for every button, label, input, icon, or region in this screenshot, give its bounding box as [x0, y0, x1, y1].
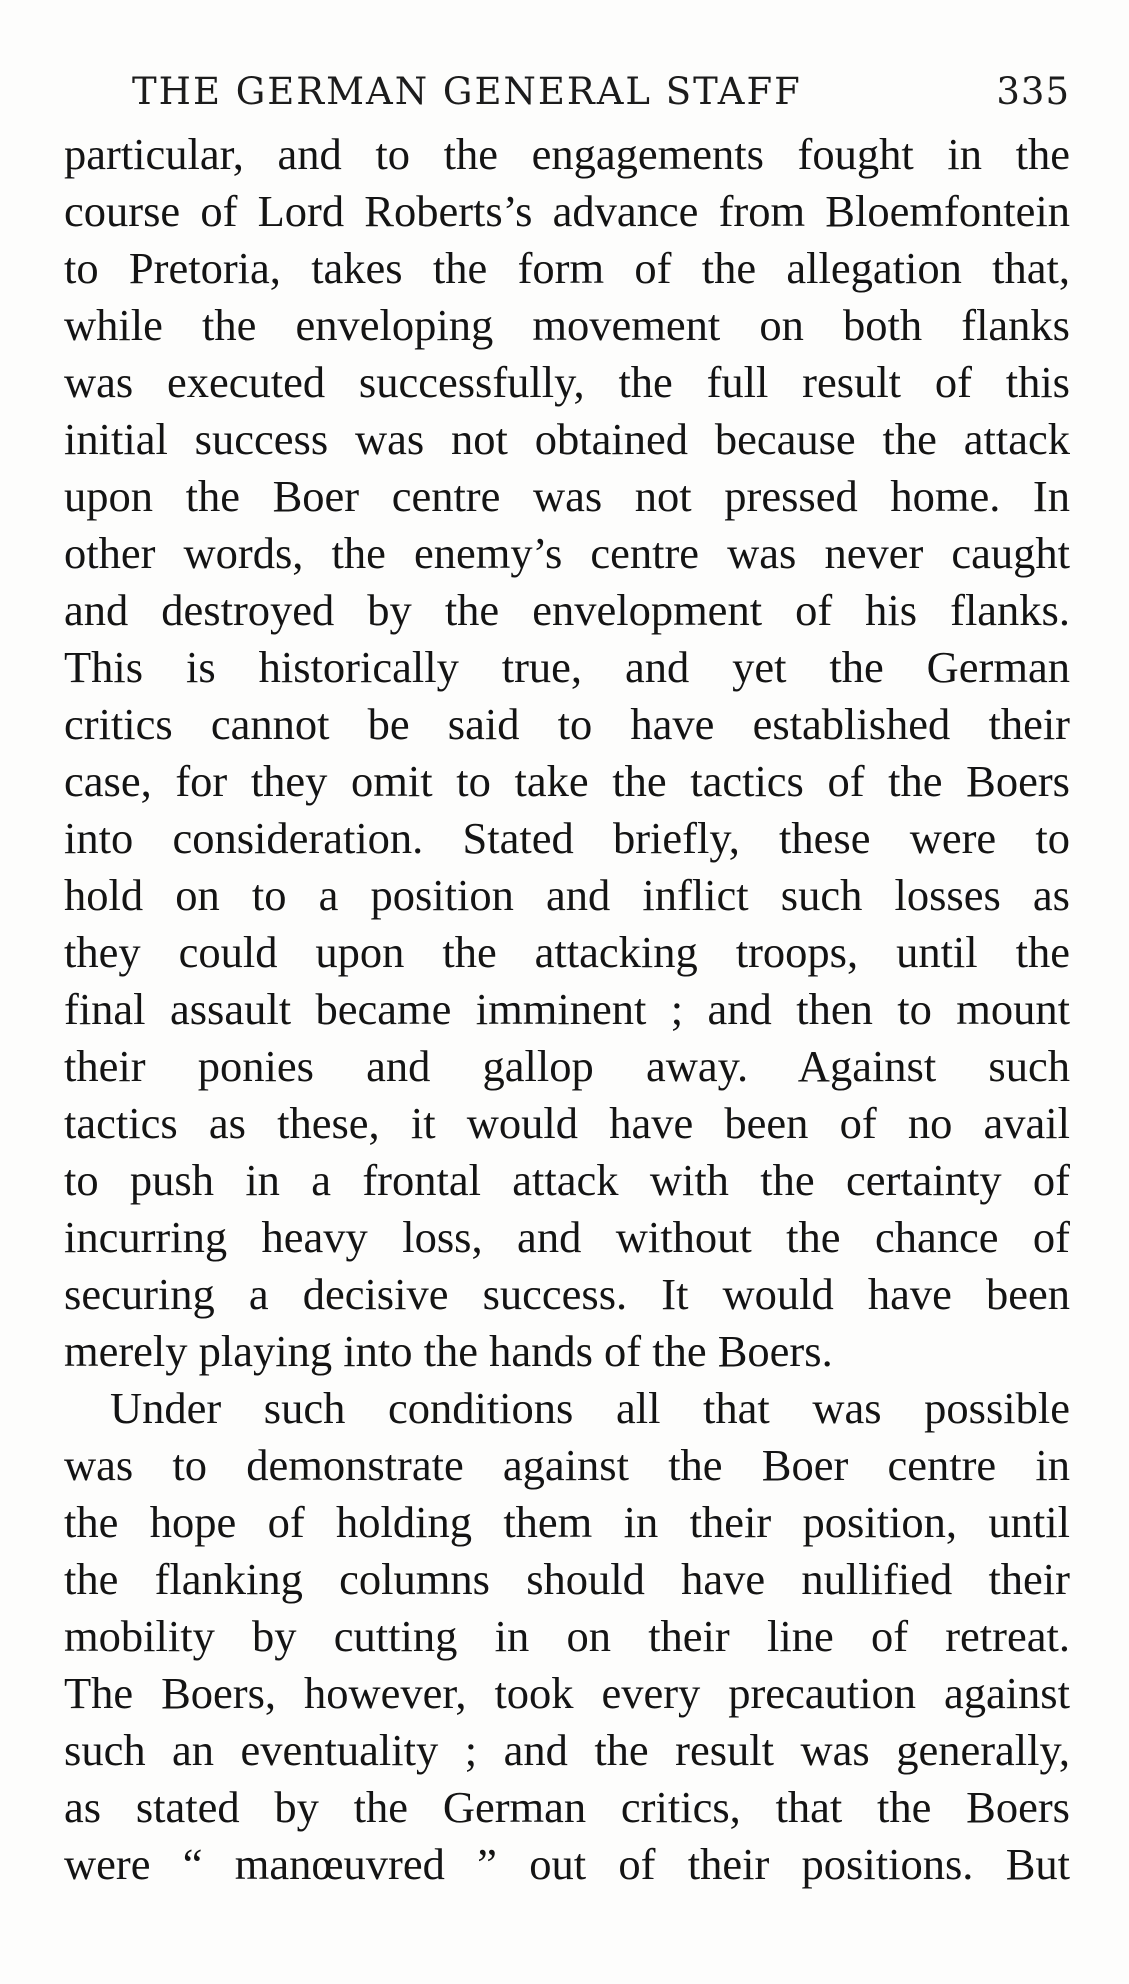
- text-line: to push in a frontal attack with the certainty of: [64, 1155, 1070, 1205]
- text-line: initial success was not obtained because the attack: [64, 414, 1070, 464]
- text-line: hold on to a position and inflict such losses as: [64, 870, 1070, 920]
- text-line: The Boers, however, took every precaution against: [64, 1668, 1070, 1718]
- text-line: was executed successfully, the full result of this: [64, 357, 1070, 407]
- text-line: to Pretoria, takes the form of the allegation that,: [64, 243, 1070, 293]
- text-line: particular, and to the engagements fought in the: [64, 129, 1070, 179]
- text-line: securing a decisive success. It would have been: [64, 1269, 1070, 1319]
- text-line: final assault became imminent ; and then to mount: [64, 984, 1070, 1034]
- page-number: 335: [996, 70, 1070, 113]
- text-line: the flanking columns should have nullified their: [64, 1554, 1070, 1604]
- text-line: into consideration. Stated briefly, these were to: [64, 813, 1070, 863]
- text-line: merely playing into the hands of the Boers.: [64, 1326, 833, 1376]
- text-line: upon the Boer centre was not pressed home. In: [64, 471, 1070, 521]
- text-line: such an eventuality ; and the result was generally,: [64, 1725, 1070, 1775]
- text-line: critics cannot be said to have established their: [64, 699, 1070, 749]
- text-line: was to demonstrate against the Boer centre in: [64, 1440, 1070, 1490]
- text-line: the hope of holding them in their position, until: [64, 1497, 1070, 1547]
- text-line: incurring heavy loss, and without the chance of: [64, 1212, 1070, 1262]
- text-line: while the enveloping movement on both flanks: [64, 300, 1070, 350]
- text-line: and destroyed by the envelopment of his flanks.: [64, 585, 1070, 635]
- paragraph-2: [64, 1380, 1070, 1893]
- text-line: case, for they omit to take the tactics of the Boers: [64, 756, 1070, 806]
- text-line: course of Lord Roberts’s advance from Bloemfontein: [64, 186, 1070, 236]
- text-line: they could upon the attacking troops, until the: [64, 927, 1070, 977]
- paragraph-1: [64, 126, 1070, 1380]
- text-line: mobility by cutting in on their line of retreat.: [64, 1611, 1070, 1661]
- text-line: Under such conditions all that was possible: [110, 1383, 1070, 1433]
- text-line: other words, the enemy’s centre was never caught: [64, 528, 1070, 578]
- running-head-title: THE GERMAN GENERAL STAFF: [132, 70, 802, 113]
- text-line: their ponies and gallop away. Against such: [64, 1041, 1070, 1091]
- text-line: This is historically true, and yet the German: [64, 642, 1070, 692]
- body-text: [64, 126, 1070, 1893]
- text-line: tactics as these, it would have been of no avail: [64, 1098, 1070, 1148]
- text-line: were “ manœuvred ” out of their positions. But: [64, 1839, 1070, 1889]
- running-head: [132, 64, 1070, 120]
- text-line: as stated by the German critics, that the Boers: [64, 1782, 1070, 1832]
